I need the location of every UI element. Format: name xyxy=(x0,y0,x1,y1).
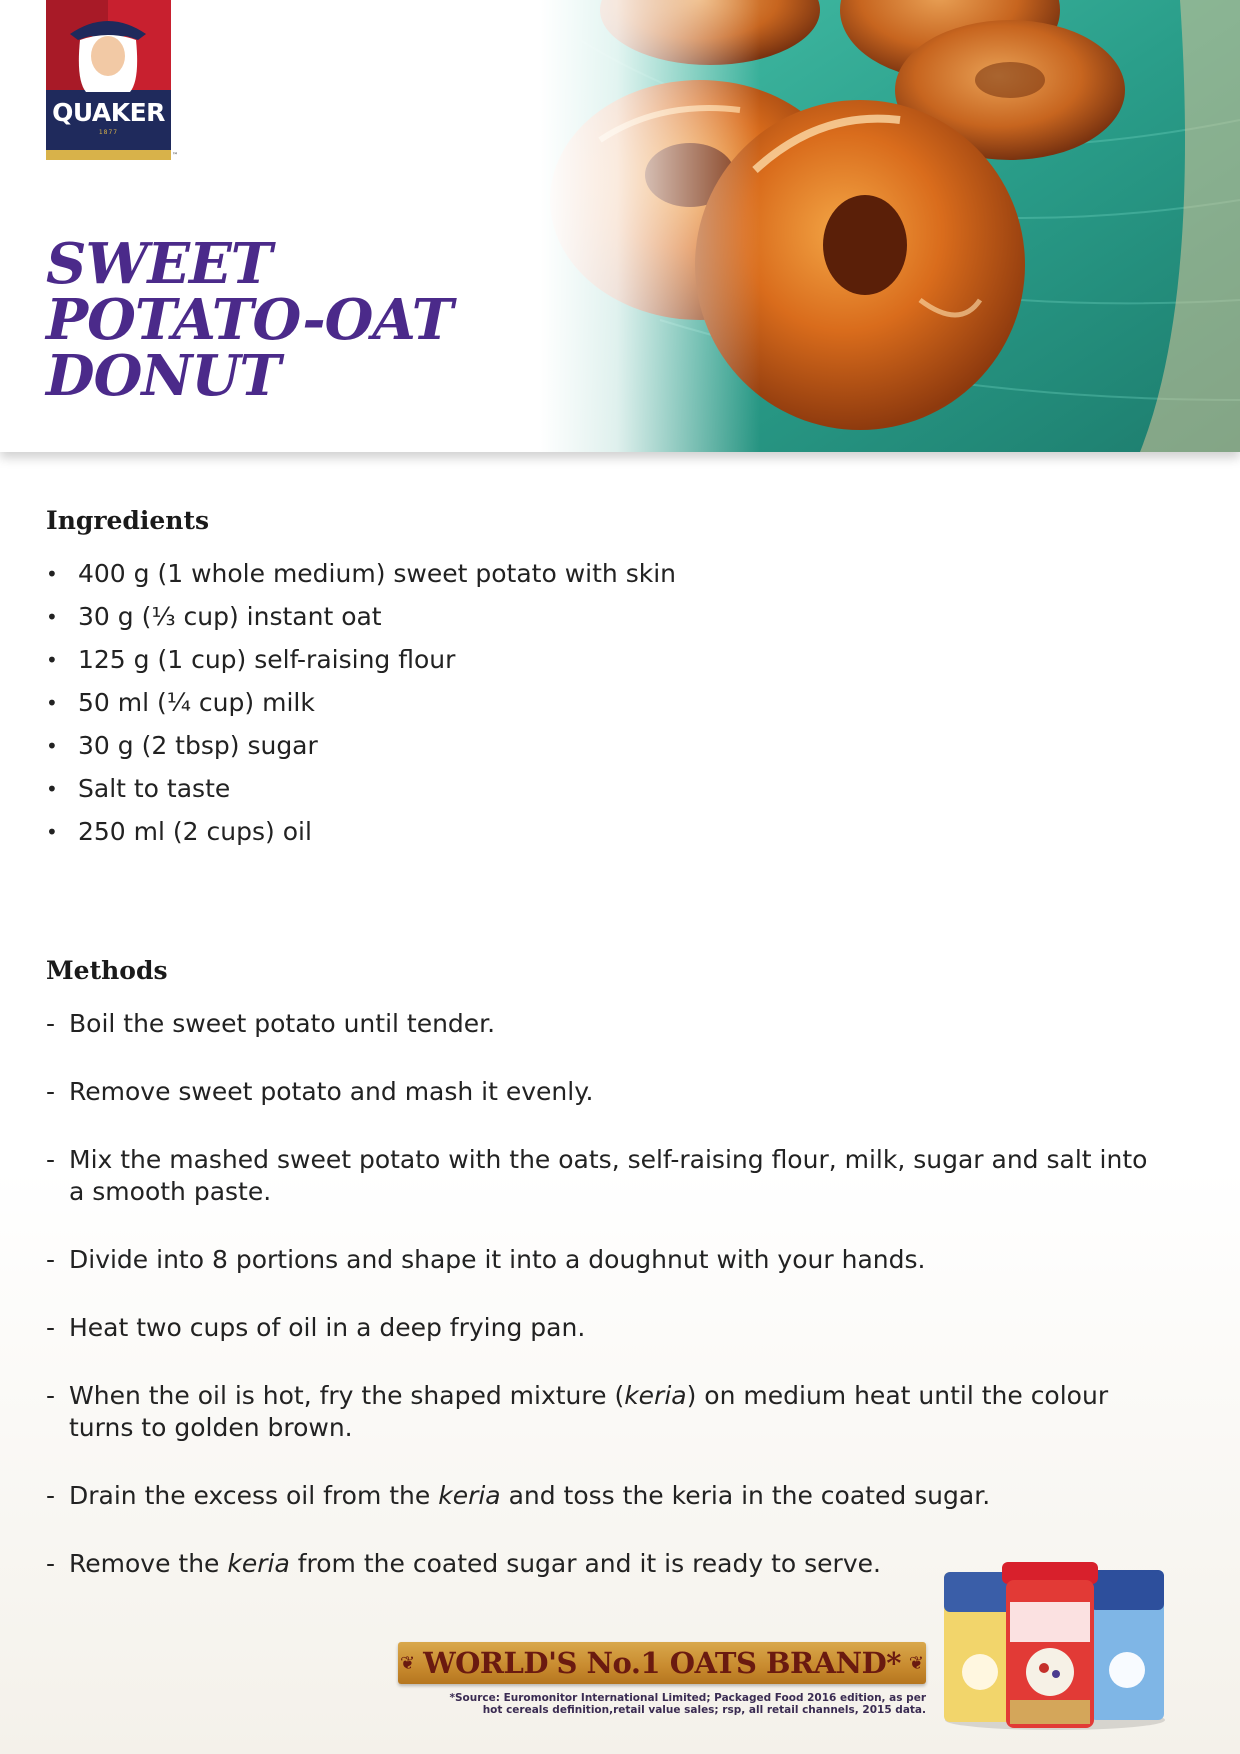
dash-marker: - xyxy=(46,1549,56,1578)
ingredient-text: 30 g (⅓ cup) instant oat xyxy=(78,602,382,631)
recipe-title-line: SWEET xyxy=(46,231,272,297)
bullet-icon: • xyxy=(46,605,58,629)
ingredient-item xyxy=(46,773,676,816)
ingredient-item xyxy=(46,816,676,859)
method-step xyxy=(46,1076,1166,1108)
ingredient-text: 50 ml (¼ cup) milk xyxy=(78,688,315,717)
dash-marker: - xyxy=(46,1009,56,1038)
source-line: hot cereals definition,retail value sales; rsp, all retail channels, 2015 data. xyxy=(482,1704,926,1716)
step-text: Divide into 8 portions and shape it into a doughnut with your hands. xyxy=(69,1245,926,1274)
ingredient-text: Salt to taste xyxy=(78,774,231,803)
step-text: Heat two cups of oil in a deep frying pan. xyxy=(69,1313,586,1342)
wheat-ornament-icon: ❦ xyxy=(400,1652,416,1674)
recipe-title-line: POTATO-OAT xyxy=(46,287,453,353)
step-text: from the coated sugar and it is ready to serve. xyxy=(289,1549,881,1578)
ingredient-item xyxy=(46,644,676,687)
ingredient-text: 250 ml (2 cups) oil xyxy=(78,817,312,846)
hero-fade xyxy=(540,0,760,452)
source-line: *Source: Euromonitor International Limited; Packaged Food 2016 edition, as per xyxy=(449,1692,926,1704)
method-step xyxy=(46,1312,1166,1344)
dash-marker: - xyxy=(46,1313,56,1342)
dash-marker: - xyxy=(46,1481,56,1510)
step-text: When the oil is hot, fry the shaped mixture ( xyxy=(69,1381,625,1410)
method-step xyxy=(46,1144,1166,1208)
bullet-icon: • xyxy=(46,820,58,844)
recipe-title xyxy=(46,231,453,409)
bullet-icon: • xyxy=(46,691,58,715)
wheat-ornament-icon: ❦ xyxy=(908,1652,925,1674)
method-step xyxy=(46,1480,1166,1512)
method-step xyxy=(46,1380,1166,1444)
step-text: Mix the mashed sweet potato with the oats, self-raising flour, milk, sugar and salt into a smooth paste. xyxy=(69,1145,1148,1206)
method-step xyxy=(46,1244,1166,1276)
ingredient-item xyxy=(46,601,676,644)
step-text: Remove sweet potato and mash it evenly. xyxy=(69,1077,594,1106)
bullet-icon: • xyxy=(46,562,58,586)
bullet-icon: • xyxy=(46,648,58,672)
step-text: Boil the sweet potato until tender. xyxy=(69,1009,496,1038)
bullet-icon: • xyxy=(46,777,58,801)
step-italic-term: keria xyxy=(438,1481,501,1510)
step-text: and toss the keria in the coated sugar. xyxy=(500,1481,991,1510)
ingredients-list xyxy=(46,558,676,859)
step-text: Drain the excess oil from the xyxy=(69,1481,439,1510)
donut-hero-image xyxy=(540,0,1240,452)
ingredient-item xyxy=(46,730,676,773)
step-text: ) on medium heat until the colour turns to golden brown. xyxy=(69,1381,1109,1442)
ingredient-text: 125 g (1 cup) self-raising flour xyxy=(78,645,456,674)
methods-heading: Methods xyxy=(46,956,168,985)
dash-marker: - xyxy=(46,1145,56,1174)
product-packs-image xyxy=(940,1552,1170,1732)
brand-year: 1877 xyxy=(98,129,119,136)
ingredients-heading: Ingredients xyxy=(46,506,210,535)
step-text: Remove the xyxy=(69,1549,228,1578)
brand-name: QUAKER xyxy=(52,98,165,127)
source-footnote xyxy=(380,1692,926,1716)
dash-marker: - xyxy=(46,1077,56,1106)
method-step xyxy=(46,1008,1166,1040)
recipe-title-line: DONUT xyxy=(46,343,281,409)
trademark-mark: ™ xyxy=(172,152,178,159)
ingredient-text: 400 g (1 whole medium) sweet potato with skin xyxy=(78,559,676,588)
step-italic-term: keria xyxy=(624,1381,687,1410)
banner-text: WORLD'S No.1 OATS BRAND* xyxy=(423,1646,901,1680)
ingredient-item xyxy=(46,687,676,730)
dash-marker: - xyxy=(46,1245,56,1274)
step-italic-term: keria xyxy=(227,1549,290,1578)
ingredient-text: 30 g (2 tbsp) sugar xyxy=(78,731,318,760)
no1-oats-banner xyxy=(398,1642,926,1684)
methods-list xyxy=(46,1008,1166,1616)
quaker-logo xyxy=(46,0,171,160)
bullet-icon: • xyxy=(46,734,58,758)
header xyxy=(0,0,1240,452)
dash-marker: - xyxy=(46,1381,56,1410)
ingredient-item xyxy=(46,558,676,601)
